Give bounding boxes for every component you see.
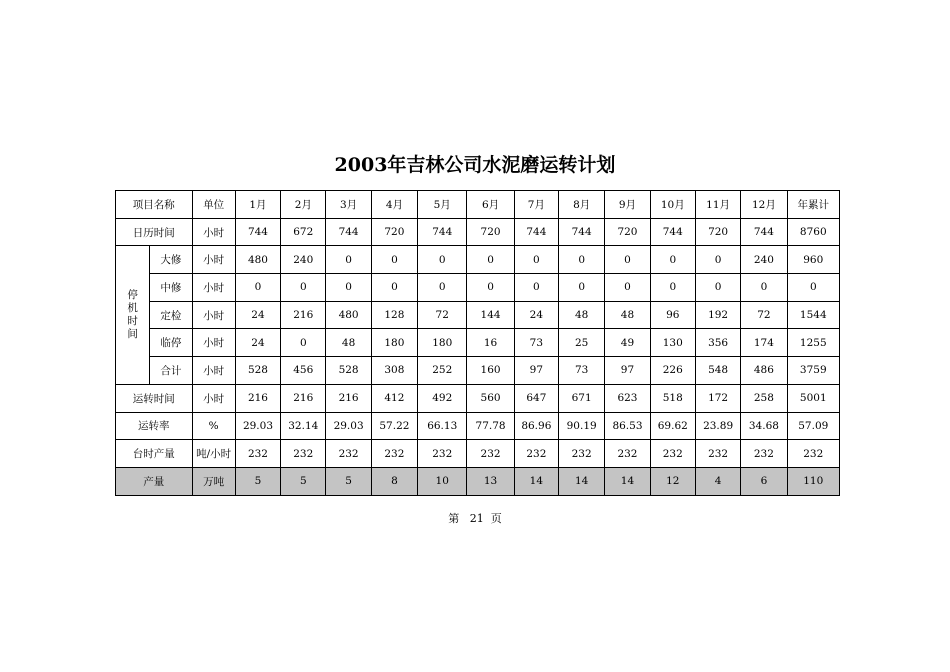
- row-label: 临停: [150, 329, 192, 357]
- cell-value: 308: [371, 357, 417, 385]
- cell-value: 232: [514, 440, 558, 468]
- cell-value: 34.68: [741, 412, 787, 440]
- table-row-calendar: [116, 218, 840, 246]
- cell-total: 960: [787, 246, 839, 274]
- row-label: 运转时间: [116, 384, 193, 412]
- cell-value: 5: [235, 467, 280, 495]
- page-prefix: 第: [448, 512, 460, 525]
- row-unit: 小时: [192, 329, 235, 357]
- cell-total: 0: [787, 274, 839, 302]
- cell-value: 232: [281, 440, 326, 468]
- cell-value: 0: [235, 274, 280, 302]
- row-unit: 小时: [192, 301, 235, 329]
- cell-value: 0: [650, 274, 695, 302]
- cell-value: 232: [467, 440, 514, 468]
- header-month: 5月: [418, 191, 467, 219]
- row-label: 台时产量: [116, 440, 193, 468]
- page-title: 2003年吉林公司水泥磨运转计划: [334, 154, 616, 176]
- cell-value: 0: [467, 274, 514, 302]
- cell-value: 97: [514, 357, 558, 385]
- cell-value: 232: [371, 440, 417, 468]
- cell-value: 744: [235, 218, 280, 246]
- row-unit: %: [192, 412, 235, 440]
- cell-value: 744: [514, 218, 558, 246]
- cell-value: 216: [235, 384, 280, 412]
- cell-value: 720: [695, 218, 740, 246]
- cell-value: 5: [281, 467, 326, 495]
- cell-value: 0: [418, 246, 467, 274]
- cell-value: 69.62: [650, 412, 695, 440]
- cell-value: 48: [605, 301, 650, 329]
- cell-value: 240: [281, 246, 326, 274]
- cell-value: 0: [605, 274, 650, 302]
- cell-value: 744: [418, 218, 467, 246]
- cell-value: 671: [559, 384, 605, 412]
- cell-value: 24: [514, 301, 558, 329]
- row-unit: 小时: [192, 218, 235, 246]
- cell-value: 528: [326, 357, 371, 385]
- cell-value: 412: [371, 384, 417, 412]
- row-unit: 吨/小时: [192, 440, 235, 468]
- downtime-group-char: 停: [127, 289, 138, 302]
- cell-value: 0: [559, 274, 605, 302]
- cell-value: 623: [605, 384, 650, 412]
- cell-value: 10: [418, 467, 467, 495]
- cell-value: 0: [326, 274, 371, 302]
- cell-value: 174: [741, 329, 787, 357]
- cell-value: 86.96: [514, 412, 558, 440]
- cell-value: 518: [650, 384, 695, 412]
- cell-total: 8760: [787, 218, 839, 246]
- cell-value: 258: [741, 384, 787, 412]
- header-row: [116, 191, 840, 219]
- row-unit: 小时: [192, 384, 235, 412]
- cell-value: 160: [467, 357, 514, 385]
- cell-value: 0: [695, 246, 740, 274]
- cell-value: 0: [650, 246, 695, 274]
- cell-value: 48: [326, 329, 371, 357]
- cell-value: 744: [326, 218, 371, 246]
- cell-value: 744: [650, 218, 695, 246]
- cell-value: 96: [650, 301, 695, 329]
- row-label: 中修: [150, 274, 192, 302]
- cell-value: 72: [418, 301, 467, 329]
- cell-value: 0: [281, 274, 326, 302]
- cell-value: 252: [418, 357, 467, 385]
- header-month: 12月: [741, 191, 787, 219]
- cell-value: 66.13: [418, 412, 467, 440]
- page-suffix: 页: [490, 512, 502, 525]
- table-row-output: [116, 467, 840, 495]
- cell-value: 548: [695, 357, 740, 385]
- cell-total: 110: [787, 467, 839, 495]
- cell-total: 1544: [787, 301, 839, 329]
- cell-value: 14: [605, 467, 650, 495]
- row-label: 合计: [150, 357, 192, 385]
- header-month: 2月: [281, 191, 326, 219]
- table-row-medium: [116, 274, 840, 302]
- cell-total: 1255: [787, 329, 839, 357]
- cell-value: 480: [326, 301, 371, 329]
- cell-value: 356: [695, 329, 740, 357]
- header-unit: 单位: [192, 191, 235, 219]
- operation-plan-table: [115, 190, 840, 496]
- cell-value: 232: [741, 440, 787, 468]
- cell-value: 232: [235, 440, 280, 468]
- cell-value: 5: [326, 467, 371, 495]
- table-row-rate: [116, 412, 840, 440]
- cell-value: 0: [418, 274, 467, 302]
- cell-value: 144: [467, 301, 514, 329]
- cell-value: 232: [418, 440, 467, 468]
- cell-value: 86.53: [605, 412, 650, 440]
- cell-value: 48: [559, 301, 605, 329]
- cell-value: 528: [235, 357, 280, 385]
- table-row-subtotal: [116, 357, 840, 385]
- cell-value: 240: [741, 246, 787, 274]
- row-unit: 小时: [192, 274, 235, 302]
- cell-value: 24: [235, 329, 280, 357]
- cell-value: 29.03: [326, 412, 371, 440]
- header-month: 1月: [235, 191, 280, 219]
- cell-value: 14: [514, 467, 558, 495]
- cell-total: 232: [787, 440, 839, 468]
- row-label: 日历时间: [116, 218, 193, 246]
- cell-value: 226: [650, 357, 695, 385]
- downtime-group-char: 间: [127, 328, 138, 341]
- cell-value: 744: [559, 218, 605, 246]
- cell-value: 720: [605, 218, 650, 246]
- table-row-overhaul: [116, 246, 840, 274]
- downtime-group-label: [116, 246, 150, 384]
- page-number: [0, 510, 950, 526]
- cell-value: 0: [371, 274, 417, 302]
- cell-value: 90.19: [559, 412, 605, 440]
- header-month: 4月: [371, 191, 417, 219]
- cell-value: 672: [281, 218, 326, 246]
- row-unit: 小时: [192, 357, 235, 385]
- cell-value: 0: [514, 246, 558, 274]
- cell-value: 8: [371, 467, 417, 495]
- header-annual-total: 年累计: [787, 191, 839, 219]
- downtime-group-char: 机: [127, 302, 138, 315]
- cell-value: 480: [235, 246, 280, 274]
- cell-value: 128: [371, 301, 417, 329]
- cell-value: 0: [467, 246, 514, 274]
- row-label: 运转率: [116, 412, 193, 440]
- cell-total: 3759: [787, 357, 839, 385]
- cell-value: 492: [418, 384, 467, 412]
- cell-total: 57.09: [787, 412, 839, 440]
- cell-value: 32.14: [281, 412, 326, 440]
- cell-value: 456: [281, 357, 326, 385]
- downtime-group-char: 时: [127, 315, 138, 328]
- cell-value: 647: [514, 384, 558, 412]
- header-month: 8月: [559, 191, 605, 219]
- cell-value: 232: [559, 440, 605, 468]
- header-month: 3月: [326, 191, 371, 219]
- cell-value: 232: [650, 440, 695, 468]
- header-month: 6月: [467, 191, 514, 219]
- cell-value: 720: [371, 218, 417, 246]
- row-label: 定检: [150, 301, 192, 329]
- cell-value: 216: [281, 384, 326, 412]
- cell-value: 97: [605, 357, 650, 385]
- header-month: 9月: [605, 191, 650, 219]
- row-label: 产量: [116, 467, 193, 495]
- cell-value: 216: [281, 301, 326, 329]
- cell-value: 0: [281, 329, 326, 357]
- cell-value: 57.22: [371, 412, 417, 440]
- cell-value: 25: [559, 329, 605, 357]
- table-row-running: [116, 384, 840, 412]
- cell-value: 232: [605, 440, 650, 468]
- row-unit: 小时: [192, 246, 235, 274]
- cell-value: 77.78: [467, 412, 514, 440]
- cell-value: 486: [741, 357, 787, 385]
- cell-value: 172: [695, 384, 740, 412]
- table-row-scheduled: [116, 301, 840, 329]
- cell-value: 0: [371, 246, 417, 274]
- cell-value: 216: [326, 384, 371, 412]
- cell-value: 130: [650, 329, 695, 357]
- cell-value: 0: [695, 274, 740, 302]
- cell-total: 5001: [787, 384, 839, 412]
- cell-value: 0: [326, 246, 371, 274]
- cell-value: 73: [514, 329, 558, 357]
- cell-value: 6: [741, 467, 787, 495]
- cell-value: 192: [695, 301, 740, 329]
- table-row-hourly: [116, 440, 840, 468]
- cell-value: 24: [235, 301, 280, 329]
- cell-value: 0: [605, 246, 650, 274]
- row-unit: 万吨: [192, 467, 235, 495]
- cell-value: 0: [514, 274, 558, 302]
- header-month: 11月: [695, 191, 740, 219]
- row-label: 大修: [150, 246, 192, 274]
- cell-value: 744: [741, 218, 787, 246]
- cell-value: 560: [467, 384, 514, 412]
- cell-value: 720: [467, 218, 514, 246]
- cell-value: 16: [467, 329, 514, 357]
- cell-value: 180: [418, 329, 467, 357]
- cell-value: 232: [326, 440, 371, 468]
- table-row-temporary: [116, 329, 840, 357]
- header-month: 10月: [650, 191, 695, 219]
- cell-value: 13: [467, 467, 514, 495]
- cell-value: 23.89: [695, 412, 740, 440]
- cell-value: 12: [650, 467, 695, 495]
- cell-value: 49: [605, 329, 650, 357]
- cell-value: 72: [741, 301, 787, 329]
- cell-value: 4: [695, 467, 740, 495]
- header-month: 7月: [514, 191, 558, 219]
- cell-value: 232: [695, 440, 740, 468]
- page-value: 21: [469, 512, 484, 525]
- cell-value: 14: [559, 467, 605, 495]
- cell-value: 73: [559, 357, 605, 385]
- cell-value: 29.03: [235, 412, 280, 440]
- cell-value: 0: [559, 246, 605, 274]
- header-item-name: 项目名称: [116, 191, 193, 219]
- cell-value: 180: [371, 329, 417, 357]
- cell-value: 0: [741, 274, 787, 302]
